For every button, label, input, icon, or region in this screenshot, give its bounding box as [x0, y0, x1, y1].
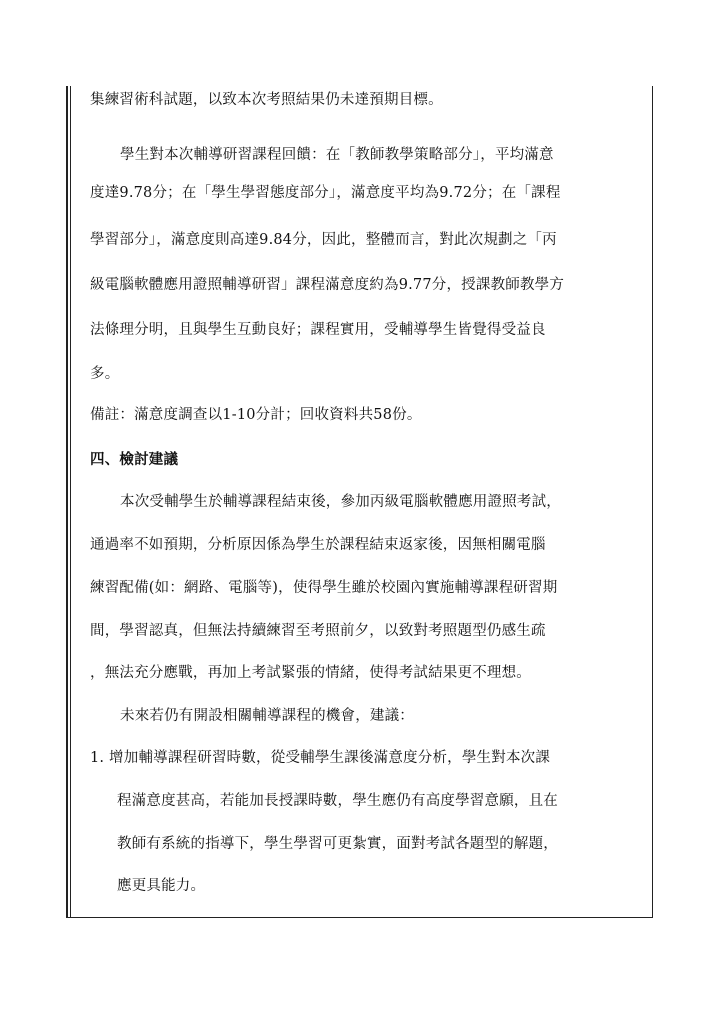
- paragraph-line: 度達9.78分；在「學生學習態度部分」，滿意度平均為9.72分；在「課程: [90, 185, 561, 201]
- paragraph-line: 間，學習認真，但無法持續練習至考照前夕，以致對考照題型仍感生疏: [90, 623, 546, 639]
- list-item-continuation: 程滿意度甚高，若能加長授課時數，學生應仍有高度學習意願，且在: [117, 793, 558, 809]
- section-heading: 四、檢討建議: [90, 452, 179, 468]
- paragraph-line: 通過率不如預期，分析原因係為學生於課程結束返家後，因無相關電腦: [90, 537, 546, 553]
- paragraph-line: 未來若仍有開設相關輔導課程的機會，建議：: [120, 708, 414, 724]
- list-item: 1. 增加輔導課程研習時數，從受輔學生課後滿意度分析，學生對本次課: [90, 750, 551, 766]
- list-item-continuation: 教師有系統的指導下，學生學習可更紮實，面對考試各題型的解題，: [117, 836, 558, 852]
- list-item-continuation: 應更具能力。: [117, 878, 206, 894]
- paragraph-line: 學生對本次輔導研習課程回饋：在「教師教學策略部分」，平均滿意: [120, 147, 554, 163]
- frame-double-line: [70, 86, 71, 918]
- paragraph-line: 本次受輔學生於輔導課程結束後，參加丙級電腦軟體應用證照考試，: [120, 494, 561, 510]
- paragraph-line: 集練習術科試題，以致本次考照結果仍未達預期目標。: [90, 92, 443, 108]
- paragraph-line: 學習部分」，滿意度則高達9.84分，因此，整體而言，對此次規劃之「丙: [90, 232, 557, 248]
- paragraph-line: 法條理分明，且與學生互動良好；課程實用，受輔導學生皆覺得受益良: [90, 322, 546, 338]
- paragraph-line: 多。: [90, 366, 120, 382]
- paragraph-line: 練習配備(如：網路、電腦等)，使得學生雖於校園內實施輔導課程研習期: [90, 580, 558, 596]
- paragraph-line: 級電腦軟體應用證照輔導研習」課程滿意度約為9.77分，授課教師教學方: [90, 277, 565, 293]
- paragraph-line: ，無法充分應戰，再加上考試緊張的情緒，使得考試結果更不理想。: [90, 665, 531, 681]
- note-line: 備註：滿意度調查以1-10分計；回收資料共58份。: [90, 407, 422, 423]
